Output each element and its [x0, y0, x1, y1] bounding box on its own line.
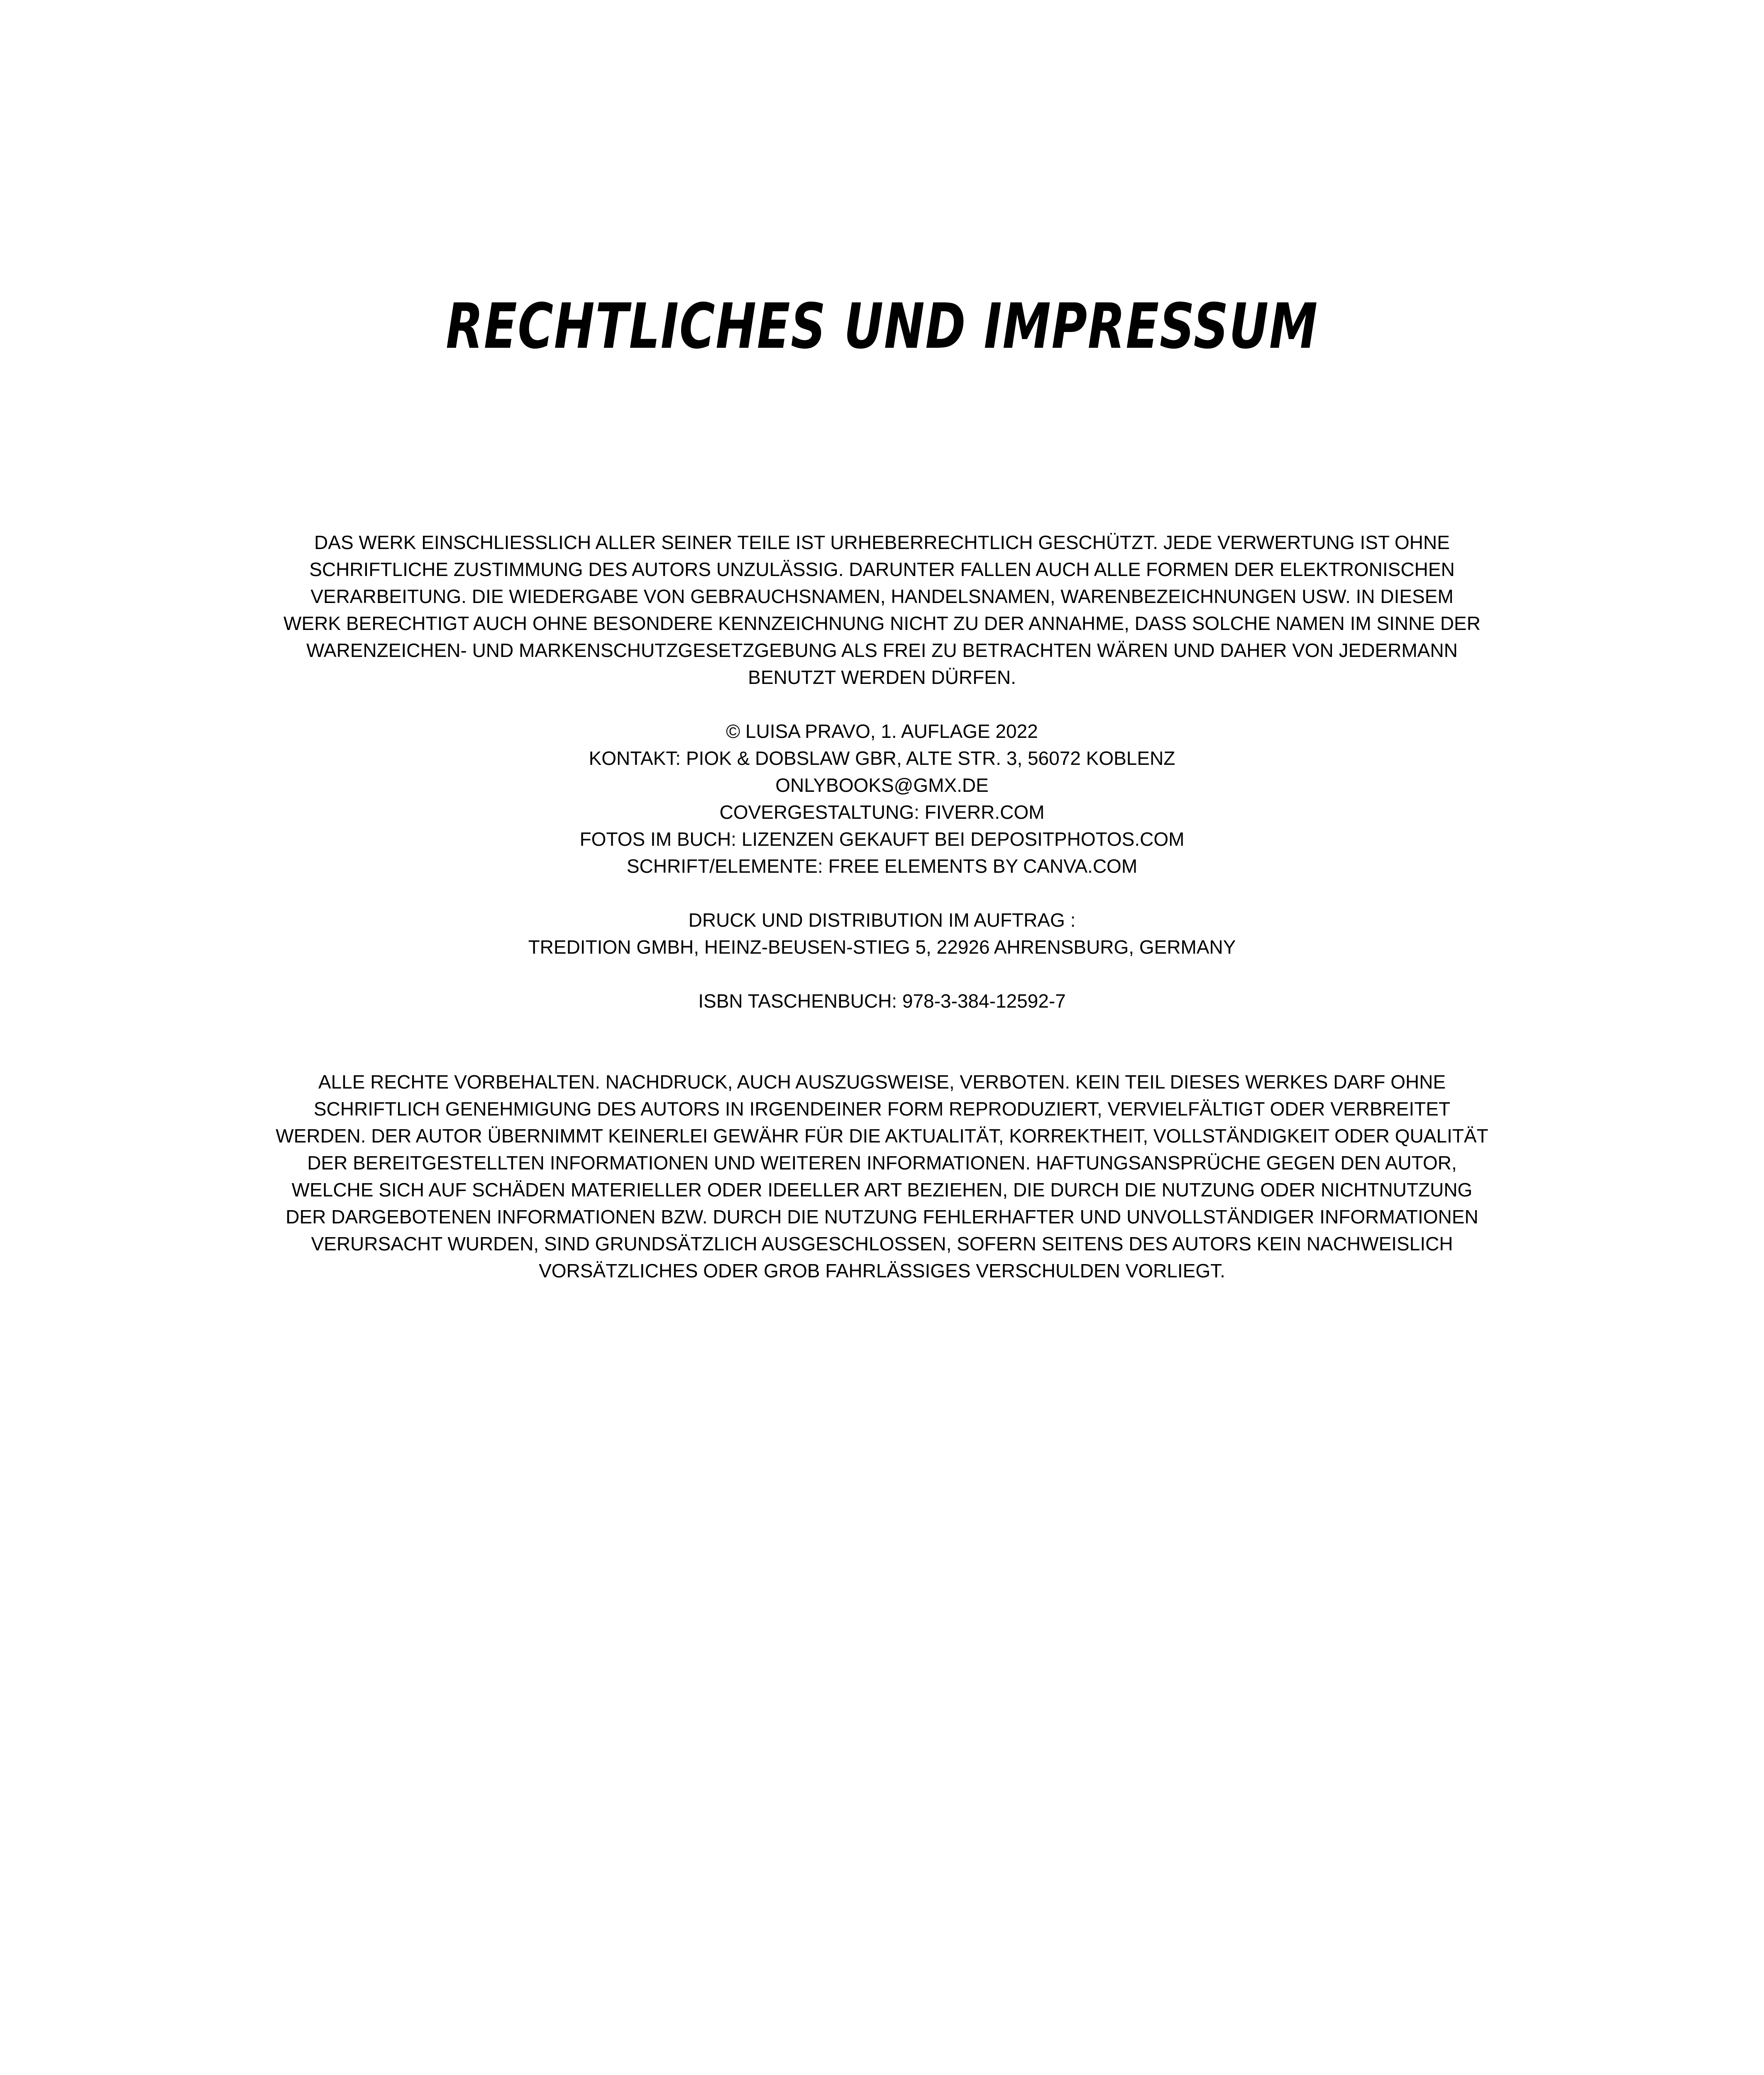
copyright-notice — [282, 529, 1482, 691]
author-edition-line: © LUISA PRAVO, 1. AUFLAGE 2022 — [726, 720, 1038, 742]
contact-line: KONTAKT: PIOK & DOBSLAW GBR, ALTE STR. 3, 56072 KOBLENZ — [589, 747, 1175, 769]
email-line: ONLYBOOKS@GMX.DE — [775, 774, 989, 796]
font-elements-line: SCHRIFT/ELEMENTE: FREE ELEMENTS BY CANVA.COM — [626, 855, 1138, 877]
isbn-block — [282, 988, 1482, 1015]
print-heading: DRUCK UND DISTRIBUTION IM AUFTRAG : — [688, 909, 1076, 931]
rights-notice — [274, 1069, 1490, 1284]
isbn-line: ISBN TASCHENBUCH: 978-3-384-12592-7 — [698, 990, 1066, 1012]
print-address: TREDITION GMBH, HEINZ-BEUSEN-STIEG 5, 22926 AHRENSBURG, GERMANY — [528, 936, 1236, 958]
photo-license-line: FOTOS IM BUCH: LIZENZEN GEKAUFT BEI DEPOSITPHOTOS.COM — [579, 828, 1185, 850]
copyright-paragraph: DAS WERK EINSCHLIESSLICH ALLER SEINER TEILE IST URHEBERRECHTLICH GESCHÜTZT. JEDE VERWERTUNG IST OHNE SCHRIFTLICHE ZUSTIMMUNG DES AUTORS UNZULÄSSIG. DARUNTER FALLEN AUCH ALLE FORMEN DER ELEKTRONISCHEN VERARBEITUNG. DIE WIEDERGABE VON GEBRAUCHSNAMEN, HANDELSNAMEN, WARENBEZEICHNUNGEN USW. IN DIESEM WERK BERECHTIGT AUCH OHNE BESONDERE KENNZEICHNUNG NICHT ZU DER ANNAHME, DASS SOLCHE NAMEN IM SINNE DER WARENZEICHEN- UND MARKENSCHUTZGESETZGEBUNG ALS FREI ZU BETRACHTEN WÄREN UND DAHER VON JEDERMANN BENUTZT WERDEN DÜRFEN. — [283, 532, 1481, 688]
cover-design-line: COVERGESTALTUNG: FIVERR.COM — [719, 801, 1045, 823]
imprint-block — [282, 718, 1482, 880]
rights-paragraph: ALLE RECHTE VORBEHALTEN. NACHDRUCK, AUCH AUSZUGSWEISE, VERBOTEN. KEIN TEIL DIESES WERKES DARF OHNE SCHRIFTLICH GENEHMIGUNG DES AUTORS IN IRGENDEINER FORM REPRODUZIERT, VERVIELFÄLTIGT ODER VERBREITET WERDEN. DER AUTOR ÜBERNIMMT KEINERLEI GEWÄHR FÜR DIE AKTUALITÄT, KORREKTHEIT, VOLLSTÄNDIGKEIT ODER QUALITÄT DER BEREITGESTELLTEN INFORMATIONEN UND WEITEREN INFORMATIONEN. HAFTUNGSANSPRÜCHE GEGEN DEN AUTOR, WELCHE SICH AUF SCHÄDEN MATERIELLER ODER IDEELLER ART BEZIEHEN, DIE DURCH DIE NUTZUNG ODER NICHTNUTZUNG DER DARGEBOTENEN INFORMATIONEN BZW. DURCH DIE NUTZUNG FEHLERHAFTER UND UNVOLLSTÄNDIGER INFORMATIONEN VERURSACHT WURDEN, SIND GRUNDSÄTZLICH AUSGESCHLOSSEN, SOFERN SEITENS DES AUTORS KEIN NACHWEISLICH VORSÄTZLICHES ODER GROB FAHRLÄSSIGES VERSCHULDEN VORLIEGT. — [276, 1071, 1488, 1282]
print-distribution-block — [282, 907, 1482, 961]
page-title: RECHTLICHES UND IMPRESSUM — [446, 290, 1318, 363]
